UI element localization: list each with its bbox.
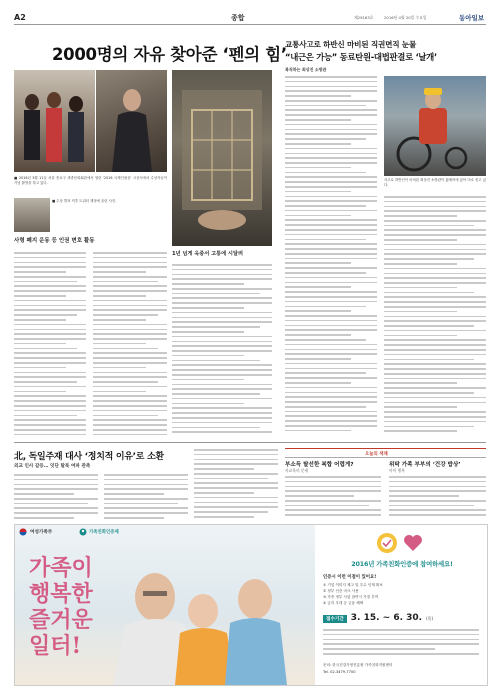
story2-byline [285, 67, 326, 73]
header-rule [14, 24, 486, 25]
story3-body-col2 [104, 474, 188, 520]
story1-subheadline-2: 1년 넘게 옥중서 고통에 시달려 [172, 251, 243, 257]
ad-org-logo [79, 528, 119, 536]
family-friendly-mark-icon [79, 528, 87, 536]
story1-body-col1 [14, 252, 86, 438]
story1-photo-right [96, 70, 167, 172]
advertisement [14, 524, 488, 686]
story2-body-col1 [285, 76, 377, 436]
story1-sidebar-head [14, 236, 167, 244]
story2-byline-title: 복직하는 최상진 소방관 [285, 67, 327, 72]
people-photo-icon [14, 70, 95, 172]
section-label: 종합 [231, 14, 245, 22]
story2-caption: 사고로 하반신이 마비된 최상진 소방관이 휠체어에 앉아 미소 짓고 있다. [384, 178, 486, 187]
ad-benefit-item: ④ 금리 우대 등 금융 혜택 [323, 601, 364, 605]
ad-apply-row [323, 613, 433, 623]
hands-photo-icon [172, 70, 272, 246]
ad-phone: Tel. 02-3479-7700 [323, 670, 356, 674]
ad-title: 2016년 가족친화인증에 참여하세요! [351, 560, 453, 568]
story1-photo-main [14, 70, 95, 172]
ad-benefit-3: 각종 정부 사업 참여시 가점 부여 [327, 595, 379, 599]
issue-number: 제29163호 [354, 15, 374, 20]
ad-contact: 문의: 한국건강가정진흥원 가족친화지원센터 [323, 663, 393, 667]
ad-photo [15, 525, 315, 685]
story1-photo-small [14, 198, 50, 232]
ad-benefit-item: ② 정부 인증 마크 사용 [323, 589, 359, 593]
story3-subheadline: 외교 인사 갈등… 잇단 탈북 여파 관측 [14, 464, 91, 469]
small-section-bar [285, 448, 486, 458]
story3-headline: 北, 독일주재 대사 ‘정치적 이유’로 소환 [14, 452, 164, 462]
ad-slogan-line-4: 일터! [29, 633, 82, 659]
government-emblem-icon [19, 528, 27, 536]
story1-headline: 2000명의 자유 찾아준 ‘펜의 힘’ [52, 45, 287, 64]
ad-benefit-item: ③ 각종 정부 사업 참여시 가점 부여 [323, 595, 379, 599]
ad-benefit-1: 기업 이미지 제고 및 우수 인재 확보 [327, 583, 383, 587]
story2-body-col2 [384, 196, 486, 436]
ad-gov-name: 여성가족부 [30, 530, 53, 535]
ad-benefit-2: 정부 인증 마크 사용 [327, 589, 359, 593]
story2-headline-small: 교통사고로 하반신 마비된 직권면직 눈물 [285, 40, 417, 49]
ad-apply-period: 3. 15. ~ 6. 30. [350, 613, 423, 623]
col2-subhead: 아이 행복 [389, 468, 405, 473]
story1-body-col3 [172, 264, 272, 438]
story1-body-col2 [93, 252, 167, 438]
issue-date: 2016년 4월 20일 수요일 [384, 15, 427, 20]
col1-body [285, 476, 381, 520]
mid-rule [14, 442, 486, 443]
masthead: 동아일보 [459, 14, 485, 22]
ad-slogan-line-1: 가족이 [29, 555, 93, 581]
story1-caption: ■ 2016년 3월 11일 서울 종로구 세종문화회관에서 열린 ‘2016 국제인권상’ 시상식에서 수상자들이 기념 촬영을 하고 있다. [14, 176, 167, 185]
story2-headline-big: “내근은 가능” 동료탄원-대법판결로 ‘날개’ [285, 52, 437, 62]
ad-benefit-head: 인증시 이런 이점이 있어요! [323, 575, 377, 580]
story1-photo-center [172, 70, 272, 246]
page-number: A2 [14, 13, 26, 22]
ad-info-panel [317, 525, 487, 685]
ad-slogan [29, 555, 93, 659]
ad-slogan-line-3: 즐거운 [29, 607, 93, 633]
ad-benefit-list [323, 582, 481, 606]
story1-subheadline: 사형 폐지 운동 등 인권 변호 활동 [14, 238, 95, 244]
ad-detail-lines [323, 629, 479, 659]
story1-small-caption: ■ 수상 발표 직후 트위터 계정에 올린 사진. [52, 199, 117, 203]
col2-headline: 위탁 가족 부부의 ‘건강 밥상’ [389, 462, 461, 468]
ad-slogan-line-2: 행복한 [29, 581, 93, 607]
col1-subhead: 사교육비 문제 [285, 468, 309, 473]
ad-benefit-4: 금리 우대 등 금융 혜택 [327, 601, 364, 605]
ad-cert-badge [345, 531, 455, 555]
firefighter-wheelchair-photo-icon [384, 76, 486, 176]
story3-body-col3 [194, 449, 278, 520]
heart-family-icon [402, 532, 424, 554]
small-section-title: 오늘의 색채 [365, 451, 388, 457]
story3-body-col1 [14, 474, 98, 520]
ad-gov-logo [19, 528, 52, 536]
ad-apply-suffix: (목) [426, 616, 434, 621]
col1-headline: 부소득 탈선한 복합 어렵게? [285, 462, 354, 468]
ad-apply-label: 접수기간 [323, 615, 347, 623]
story2-photo [384, 76, 486, 176]
ad-benefit-item: ① 기업 이미지 제고 및 우수 인재 확보 [323, 583, 383, 587]
col2-body [389, 476, 486, 520]
ad-org-name: 가족친화인증제 [89, 530, 119, 535]
certification-seal-icon [376, 532, 398, 554]
person-photo-icon [96, 70, 167, 172]
